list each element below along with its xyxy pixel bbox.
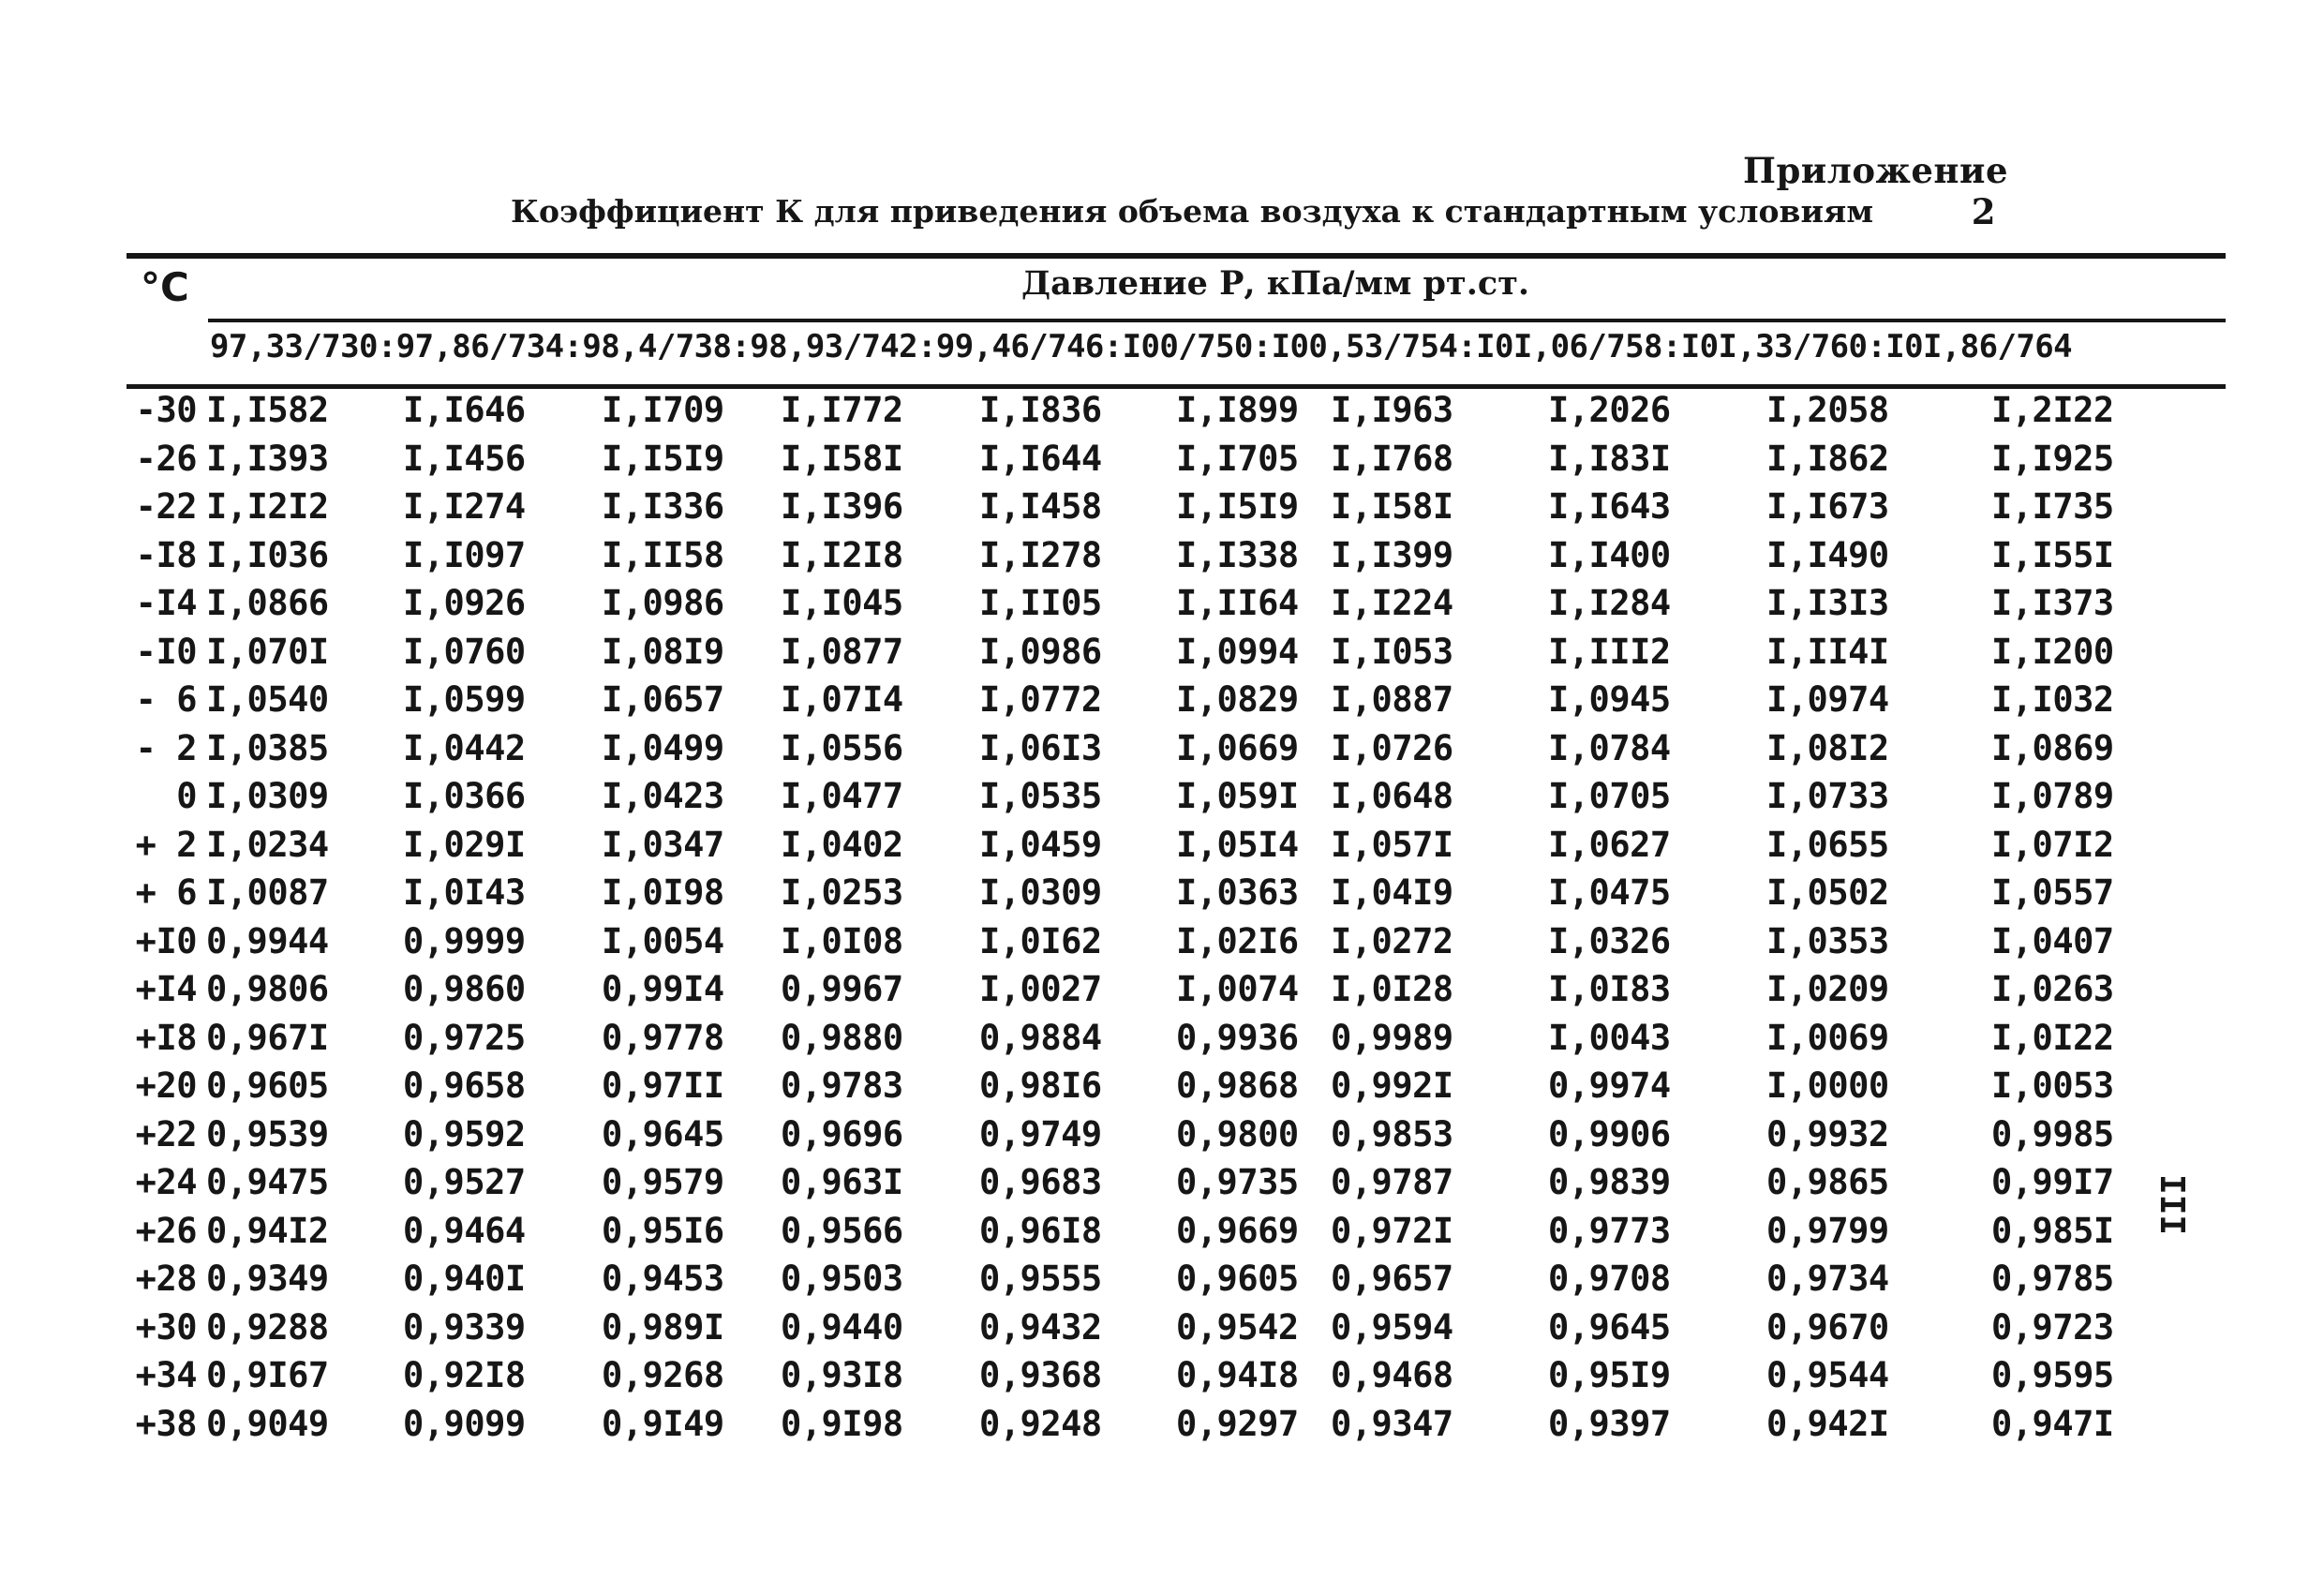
coefficient-cell: 0,992I (1331, 1065, 1453, 1106)
coefficient-cell: I,0459 (979, 824, 1102, 865)
coefficient-cell: 0,99I7 (1991, 1162, 2114, 1202)
table-row (0, 674, 2324, 723)
coefficient-cell: I,0502 (1766, 872, 1889, 913)
coefficient-cell: 0,972I (1331, 1210, 1453, 1251)
coefficient-cell: I,0309 (979, 872, 1102, 913)
coefficient-cell: 0,9368 (979, 1355, 1102, 1395)
coefficient-cell: 0,9I67 (206, 1355, 329, 1395)
appendix-label: Приложение 2 (1743, 150, 2008, 232)
coefficient-cell: I,I582 (206, 390, 329, 430)
temperature-cell: +30 (135, 1306, 197, 1348)
coefficient-cell: 0,9099 (403, 1403, 526, 1444)
table-row (0, 916, 2324, 964)
coefficient-cell: 0,9297 (1176, 1403, 1299, 1444)
coefficient-cell: 0,9696 (781, 1113, 903, 1155)
coefficient-cell: 0,9860 (403, 969, 526, 1009)
coefficient-cell: 0,989I (602, 1306, 724, 1348)
coefficient-cell: I,I278 (979, 534, 1102, 575)
table-row (0, 1109, 2324, 1157)
coefficient-cell: I,I55I (1991, 534, 2114, 575)
temperature-cell: +26 (135, 1210, 197, 1251)
table-row (0, 963, 2324, 1012)
coefficient-cell: 0,9734 (1766, 1259, 1889, 1299)
coefficient-cell: I,0733 (1766, 776, 1889, 816)
coefficient-cell: 0,947I (1991, 1403, 2114, 1444)
coefficient-cell: I,059I (1176, 776, 1299, 816)
coefficient-cell: 0,9773 (1548, 1210, 1671, 1251)
coefficient-cell: I,II58 (602, 534, 724, 575)
temperature-cell: -22 (135, 486, 197, 527)
table-body (0, 384, 2324, 1446)
coefficient-cell: 0,9268 (602, 1355, 724, 1395)
table-row (0, 1349, 2324, 1398)
coefficient-cell: 0,92I8 (403, 1355, 526, 1395)
coefficient-cell: 0,9799 (1766, 1210, 1889, 1251)
coefficient-cell: 0,9723 (1991, 1306, 2114, 1348)
coefficient-cell: I,I836 (979, 390, 1102, 430)
coefficient-cell: I,2I22 (1991, 390, 2114, 430)
coefficient-cell: 0,9735 (1176, 1162, 1299, 1202)
temperature-cell: +I0 (135, 920, 197, 961)
coefficient-cell: 0,97II (602, 1065, 724, 1106)
coefficient-cell: I,I393 (206, 438, 329, 479)
table-row (0, 626, 2324, 675)
coefficient-cell: 0,9985 (1991, 1113, 2114, 1155)
coefficient-cell: 0,9539 (206, 1113, 329, 1155)
coefficient-cell: I,0627 (1548, 824, 1671, 865)
coefficient-cell: 0,9I98 (781, 1403, 903, 1444)
coefficient-cell: I,I053 (1331, 631, 1453, 672)
coefficient-cell: I,0I62 (979, 920, 1102, 961)
coefficient-cell: I,I400 (1548, 534, 1671, 575)
coefficient-cell: 0,9944 (206, 920, 329, 961)
coefficient-cell: I,0027 (979, 969, 1102, 1009)
coefficient-cell: I,I58I (1331, 486, 1453, 527)
coefficient-cell: I,2026 (1548, 390, 1671, 430)
coefficient-cell: 0,9475 (206, 1162, 329, 1202)
temperature-cell: +20 (135, 1065, 197, 1106)
coefficient-cell: I,0887 (1331, 679, 1453, 720)
coefficient-cell: I,07I4 (781, 679, 903, 720)
table-row (0, 529, 2324, 578)
coefficient-cell: I,I399 (1331, 534, 1453, 575)
coefficient-cell: 0,9595 (1991, 1355, 2114, 1395)
table-row (0, 1205, 2324, 1254)
coefficient-cell: I,I768 (1331, 438, 1453, 479)
coefficient-cell: 0,9657 (1331, 1259, 1453, 1299)
coefficient-cell: I,04I9 (1331, 872, 1453, 913)
coefficient-cell: 0,9865 (1766, 1162, 1889, 1202)
coefficient-cell: I,I200 (1991, 631, 2114, 672)
coefficient-cell: I,I644 (979, 438, 1102, 479)
coefficient-cell: 0,93I8 (781, 1355, 903, 1395)
coefficient-cell: I,0385 (206, 727, 329, 768)
coefficient-cell: I,057I (1331, 824, 1453, 865)
coefficient-cell: 0,9884 (979, 1017, 1102, 1058)
pressure-column-headers: 97,33/730:97,86/734:98,4/738:98,93/742:99,46/746:I00/750:I00,53/754:I0I,06/758:I0I,33/760:I0I,86/764 (210, 328, 2072, 365)
temperature-cell: + 6 (135, 872, 197, 913)
header-rule (208, 319, 2226, 322)
coefficient-cell: 0,9783 (781, 1065, 903, 1106)
coefficient-cell: I,08I2 (1766, 727, 1889, 768)
coefficient-cell: 0,9708 (1548, 1259, 1671, 1299)
coefficient-cell: I,0945 (1548, 679, 1671, 720)
coefficient-cell: I,0I22 (1991, 1017, 2114, 1058)
coefficient-cell: 0,9999 (403, 920, 526, 961)
coefficient-cell: 0,9853 (1331, 1113, 1453, 1155)
coefficient-cell: 0,98I6 (979, 1065, 1102, 1106)
coefficient-cell: 0,9555 (979, 1259, 1102, 1299)
coefficient-cell: I,I032 (1991, 679, 2114, 720)
coefficient-cell: I,070I (206, 631, 329, 672)
table-row (0, 867, 2324, 916)
coefficient-cell: 0,99I4 (602, 969, 724, 1009)
table-row (0, 1156, 2324, 1205)
coefficient-cell: 0,9785 (1991, 1259, 2114, 1299)
coefficient-cell: I,0087 (206, 872, 329, 913)
coefficient-cell: 0,9605 (1176, 1259, 1299, 1299)
coefficient-cell: 0,9397 (1548, 1403, 1671, 1444)
coefficient-cell: I,0407 (1991, 920, 2114, 961)
coefficient-cell: I,0648 (1331, 776, 1453, 816)
coefficient-cell: 0,9432 (979, 1306, 1102, 1348)
coefficient-cell: I,0540 (206, 679, 329, 720)
coefficient-cell: I,2058 (1766, 390, 1889, 430)
coefficient-cell: 0,9453 (602, 1259, 724, 1299)
coefficient-cell: I,0760 (403, 631, 526, 672)
temperature-unit-header: °C (141, 264, 189, 310)
coefficient-cell: 0,9800 (1176, 1113, 1299, 1155)
coefficient-cell: I,0363 (1176, 872, 1299, 913)
coefficient-cell: I,I2I2 (206, 486, 329, 527)
coefficient-cell: I,0986 (602, 583, 724, 623)
coefficient-cell: I,I396 (781, 486, 903, 527)
coefficient-cell: 0,9967 (781, 969, 903, 1009)
coefficient-cell: I,I036 (206, 534, 329, 575)
coefficient-cell: I,I456 (403, 438, 526, 479)
table-row (0, 433, 2324, 482)
coefficient-cell: I,0I08 (781, 920, 903, 961)
coefficient-cell: 0,9868 (1176, 1065, 1299, 1106)
coefficient-cell: I,I045 (781, 583, 903, 623)
coefficient-cell: 0,9542 (1176, 1306, 1299, 1348)
coefficient-cell: I,06I3 (979, 727, 1102, 768)
coefficient-cell: I,0074 (1176, 969, 1299, 1009)
temperature-cell: -I8 (135, 534, 197, 575)
coefficient-cell: I,0I83 (1548, 969, 1671, 1009)
coefficient-cell: I,I5I9 (602, 438, 724, 479)
coefficient-cell: I,0986 (979, 631, 1102, 672)
coefficient-cell: I,0I28 (1331, 969, 1453, 1009)
coefficient-cell: I,I58I (781, 438, 903, 479)
coefficient-cell: I,0069 (1766, 1017, 1889, 1058)
pressure-header-title: Давление Р, кПа/мм рт.ст. (1021, 264, 1530, 303)
coefficient-cell: 0,94I8 (1176, 1355, 1299, 1395)
coefficient-cell: I,0475 (1548, 872, 1671, 913)
coefficient-cell: 0,9527 (403, 1162, 526, 1202)
coefficient-cell: I,0789 (1991, 776, 2114, 816)
coefficient-cell: 0,985I (1991, 1210, 2114, 1251)
coefficient-cell: I,0974 (1766, 679, 1889, 720)
temperature-cell: +34 (135, 1355, 197, 1395)
temperature-cell: +22 (135, 1113, 197, 1155)
coefficient-cell: 0,9339 (403, 1306, 526, 1348)
coefficient-cell: 0,9839 (1548, 1162, 1671, 1202)
coefficient-cell: I,0309 (206, 776, 329, 816)
coefficient-cell: I,II05 (979, 583, 1102, 623)
coefficient-cell: I,0657 (602, 679, 724, 720)
coefficient-cell: I,0209 (1766, 969, 1889, 1009)
temperature-cell: -26 (135, 438, 197, 479)
coefficient-cell: I,0347 (602, 824, 724, 865)
coefficient-cell: 0,9683 (979, 1162, 1102, 1202)
coefficient-cell: I,0234 (206, 824, 329, 865)
temperature-cell: -30 (135, 390, 197, 430)
table-title: Коэффициент К для приведения объема воздуха к стандартным условиям (511, 193, 1873, 230)
coefficient-cell: I,0535 (979, 776, 1102, 816)
coefficient-cell: I,0043 (1548, 1017, 1671, 1058)
coefficient-cell: I,I673 (1766, 486, 1889, 527)
coefficient-cell: I,0655 (1766, 824, 1889, 865)
table-row (0, 1012, 2324, 1061)
coefficient-cell: 0,96I8 (979, 1210, 1102, 1251)
coefficient-cell: 0,9932 (1766, 1113, 1889, 1155)
coefficient-cell: I,I899 (1176, 390, 1299, 430)
coefficient-cell: I,I3I3 (1766, 583, 1889, 623)
coefficient-cell: 0,9503 (781, 1259, 903, 1299)
coefficient-cell: I,0869 (1991, 727, 2114, 768)
coefficient-cell: I,I338 (1176, 534, 1299, 575)
table-row (0, 770, 2324, 819)
coefficient-cell: I,0726 (1331, 727, 1453, 768)
coefficient-cell: I,I925 (1991, 438, 2114, 479)
coefficient-cell: 0,9566 (781, 1210, 903, 1251)
coefficient-cell: 0,9I49 (602, 1403, 724, 1444)
coefficient-cell: I,I097 (403, 534, 526, 575)
coefficient-cell: I,0000 (1766, 1065, 1889, 1106)
coefficient-cell: I,I336 (602, 486, 724, 527)
coefficient-cell: 0,9906 (1548, 1113, 1671, 1155)
temperature-cell: +28 (135, 1259, 197, 1299)
temperature-cell: -I0 (135, 631, 197, 672)
coefficient-cell: I,0I98 (602, 872, 724, 913)
coefficient-cell: I,0772 (979, 679, 1102, 720)
table-row (0, 819, 2324, 868)
coefficient-cell: 0,9974 (1548, 1065, 1671, 1106)
coefficient-cell: I,I284 (1548, 583, 1671, 623)
coefficient-cell: 0,9049 (206, 1403, 329, 1444)
coefficient-cell: 0,9658 (403, 1065, 526, 1106)
coefficient-cell: 0,9787 (1331, 1162, 1453, 1202)
coefficient-cell: 0,9880 (781, 1017, 903, 1058)
table-row (0, 1398, 2324, 1447)
temperature-cell: - 6 (135, 679, 197, 720)
coefficient-cell: 0,9440 (781, 1306, 903, 1348)
temperature-cell: 0 (176, 776, 197, 816)
table-row (0, 1060, 2324, 1109)
table-row (0, 1302, 2324, 1350)
coefficient-cell: I,05I4 (1176, 824, 1299, 865)
coefficient-cell: 0,942I (1766, 1403, 1889, 1444)
coefficient-cell: I,0866 (206, 583, 329, 623)
coefficient-cell: I,I862 (1766, 438, 1889, 479)
table-row (0, 1253, 2324, 1302)
coefficient-cell: I,I735 (1991, 486, 2114, 527)
coefficient-cell: I,II64 (1176, 583, 1299, 623)
temperature-cell: + 2 (135, 824, 197, 865)
coefficient-cell: 0,9645 (602, 1113, 724, 1155)
coefficient-cell: 0,940I (403, 1259, 526, 1299)
coefficient-cell: 0,9806 (206, 969, 329, 1009)
coefficient-cell: I,0353 (1766, 920, 1889, 961)
coefficient-cell: I,0556 (781, 727, 903, 768)
coefficient-cell: I,02I6 (1176, 920, 1299, 961)
coefficient-cell: I,0402 (781, 824, 903, 865)
coefficient-cell: 0,9669 (1176, 1210, 1299, 1251)
coefficient-cell: 0,9936 (1176, 1017, 1299, 1058)
page-side-note: III (2155, 1173, 2194, 1235)
coefficient-cell: 0,94I2 (206, 1210, 329, 1251)
coefficient-cell: I,I709 (602, 390, 724, 430)
coefficient-cell: 0,9725 (403, 1017, 526, 1058)
coefficient-cell: I,0272 (1331, 920, 1453, 961)
coefficient-cell: I,I2I8 (781, 534, 903, 575)
coefficient-cell: I,0423 (602, 776, 724, 816)
coefficient-cell: I,0I43 (403, 872, 526, 913)
coefficient-cell: 0,9605 (206, 1065, 329, 1106)
coefficient-cell: 0,9288 (206, 1306, 329, 1348)
coefficient-cell: 0,9579 (602, 1162, 724, 1202)
coefficient-cell: 0,9749 (979, 1113, 1102, 1155)
temperature-cell: +24 (135, 1162, 197, 1202)
temperature-cell: +I8 (135, 1017, 197, 1058)
coefficient-cell: I,0599 (403, 679, 526, 720)
coefficient-cell: 0,967I (206, 1017, 329, 1058)
coefficient-cell: I,0366 (403, 776, 526, 816)
coefficient-cell: I,0994 (1176, 631, 1299, 672)
coefficient-cell: I,08I9 (602, 631, 724, 672)
temperature-cell: -I4 (135, 583, 197, 623)
coefficient-cell: I,0829 (1176, 679, 1299, 720)
coefficient-cell: I,I490 (1766, 534, 1889, 575)
coefficient-cell: I,I5I9 (1176, 486, 1299, 527)
table-row (0, 481, 2324, 529)
table-row (0, 577, 2324, 626)
coefficient-cell: I,I643 (1548, 486, 1671, 527)
top-rule (127, 253, 2226, 259)
coefficient-cell: 0,9670 (1766, 1306, 1889, 1348)
coefficient-cell: I,0263 (1991, 969, 2114, 1009)
coefficient-cell: I,0705 (1548, 776, 1671, 816)
coefficient-cell: I,0557 (1991, 872, 2114, 913)
coefficient-cell: 0,9248 (979, 1403, 1102, 1444)
coefficient-cell: 0,9778 (602, 1017, 724, 1058)
table-row (0, 723, 2324, 771)
coefficient-cell: 0,9645 (1548, 1306, 1671, 1348)
coefficient-cell: I,I646 (403, 390, 526, 430)
coefficient-cell: I,I705 (1176, 438, 1299, 479)
coefficient-cell: 0,9468 (1331, 1355, 1453, 1395)
table-row (0, 384, 2324, 433)
coefficient-cell: I,0054 (602, 920, 724, 961)
coefficient-cell: I,II4I (1766, 631, 1889, 672)
coefficient-cell: I,07I2 (1991, 824, 2114, 865)
coefficient-cell: 0,963I (781, 1162, 903, 1202)
coefficient-cell: I,I458 (979, 486, 1102, 527)
coefficient-cell: I,I963 (1331, 390, 1453, 430)
coefficient-cell: I,I373 (1991, 583, 2114, 623)
coefficient-cell: 0,9594 (1331, 1306, 1453, 1348)
temperature-cell: +I4 (135, 969, 197, 1009)
coefficient-cell: 0,95I6 (602, 1210, 724, 1251)
coefficient-cell: I,0784 (1548, 727, 1671, 768)
coefficient-cell: 0,9349 (206, 1259, 329, 1299)
coefficient-cell: I,I274 (403, 486, 526, 527)
coefficient-cell: I,0926 (403, 583, 526, 623)
coefficient-cell: I,0442 (403, 727, 526, 768)
coefficient-cell: 0,9592 (403, 1113, 526, 1155)
coefficient-cell: I,I772 (781, 390, 903, 430)
coefficient-cell: I,0477 (781, 776, 903, 816)
coefficient-cell: I,I83I (1548, 438, 1671, 479)
coefficient-cell: I,0053 (1991, 1065, 2114, 1106)
temperature-cell: - 2 (135, 727, 197, 768)
coefficient-cell: I,029I (403, 824, 526, 865)
coefficient-cell: I,0326 (1548, 920, 1671, 961)
coefficient-cell: I,0499 (602, 727, 724, 768)
coefficient-cell: I,0669 (1176, 727, 1299, 768)
temperature-cell: +38 (135, 1403, 197, 1444)
coefficient-cell: 0,9464 (403, 1210, 526, 1251)
coefficient-cell: 0,9989 (1331, 1017, 1453, 1058)
coefficient-cell: I,0253 (781, 872, 903, 913)
coefficient-cell: 0,9347 (1331, 1403, 1453, 1444)
coefficient-cell: 0,9544 (1766, 1355, 1889, 1395)
coefficient-cell: I,I224 (1331, 583, 1453, 623)
coefficient-cell: 0,95I9 (1548, 1355, 1671, 1395)
coefficient-cell: I,0877 (781, 631, 903, 672)
coefficient-cell: I,III2 (1548, 631, 1671, 672)
